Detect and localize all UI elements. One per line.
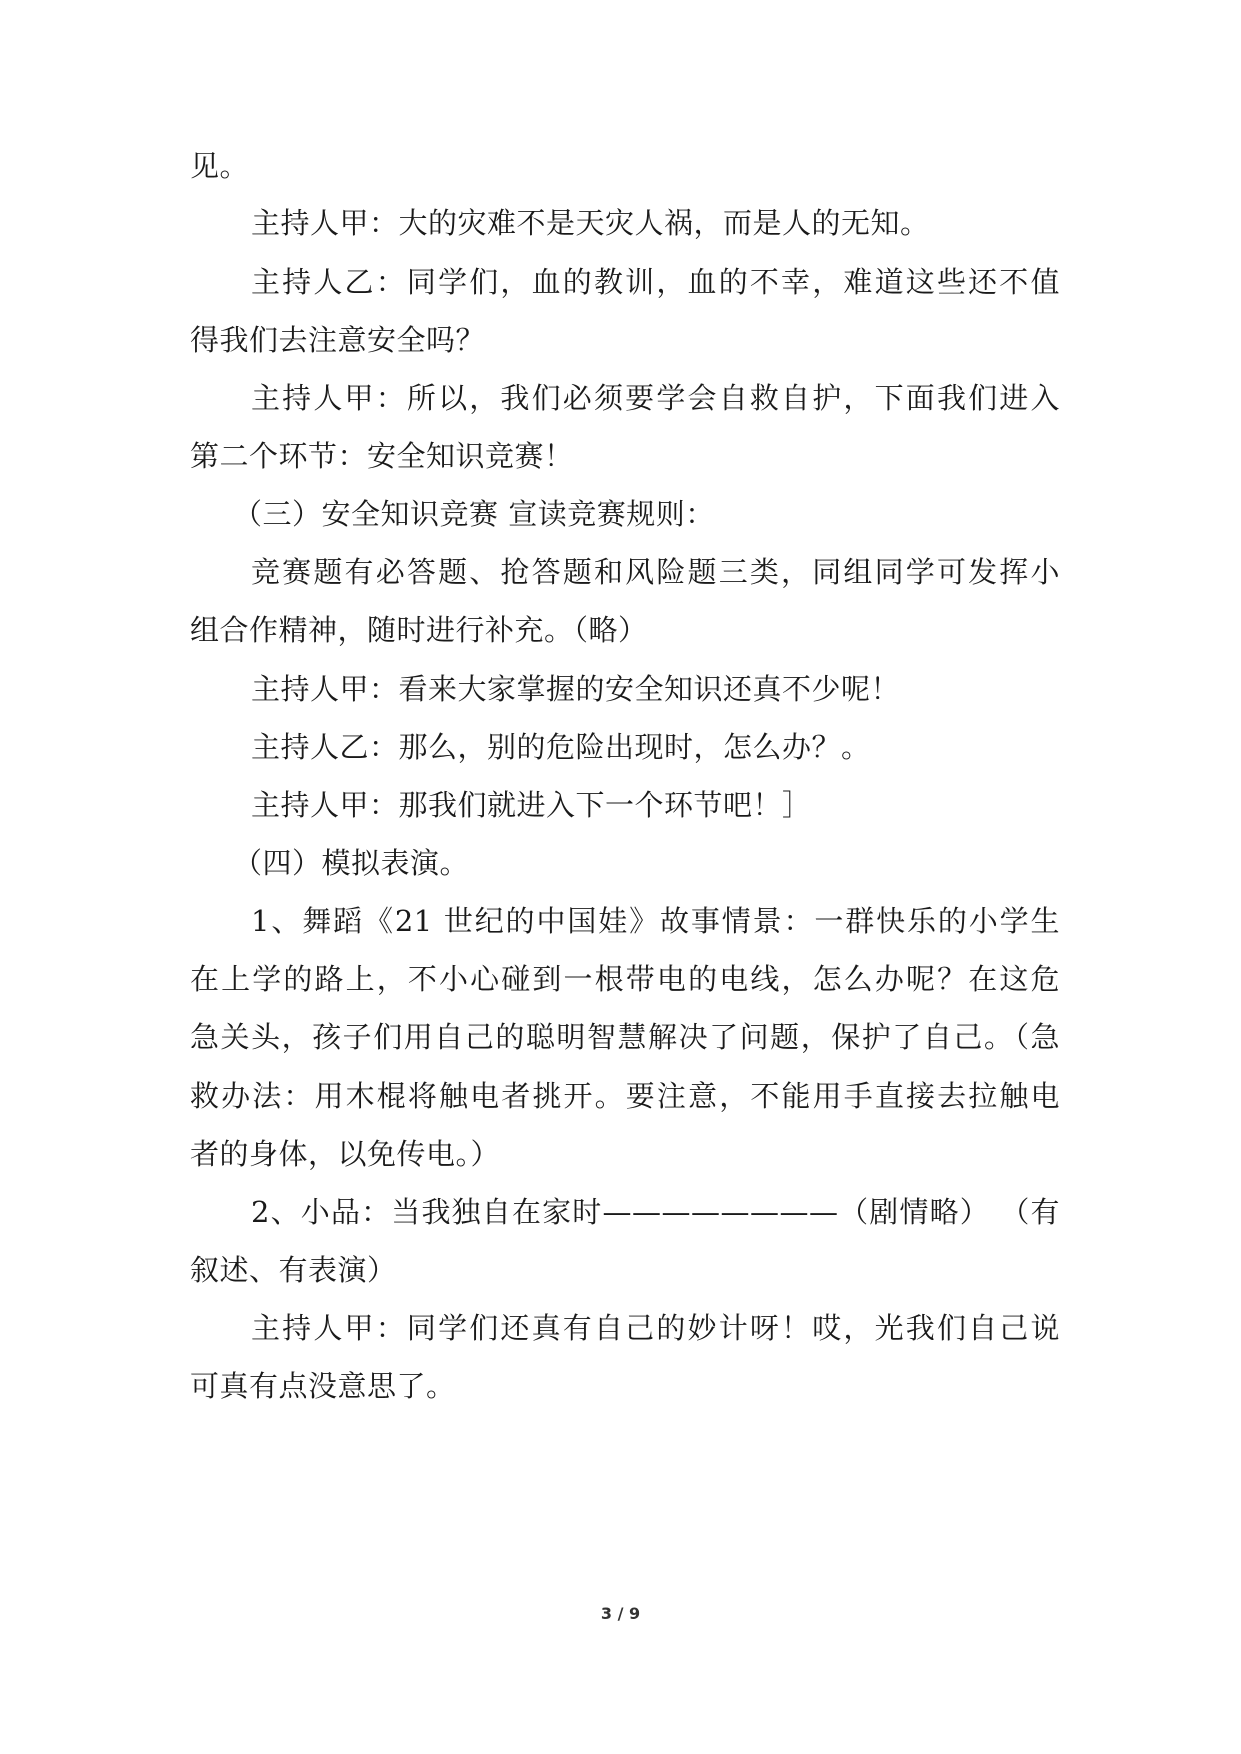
text-line: 主持人甲：所以，我们必须要学会自救自护，下面我们进入 bbox=[251, 381, 1060, 415]
text-line: 主持人甲：看来大家掌握的安全知识还真不少呢！ bbox=[251, 672, 901, 706]
text-line: 得我们去注意安全吗？ bbox=[190, 323, 486, 357]
text-line: 2、小品：当我独自在家时————————（剧情略） （有 bbox=[251, 1195, 1060, 1229]
text-line: 竞赛题有必答题、抢答题和风险题三类，同组同学可发挥小 bbox=[251, 555, 1060, 589]
text-line: 见。 bbox=[190, 149, 250, 183]
text-line: 主持人甲：大的灾难不是天灾人祸，而是人的无知。 bbox=[251, 206, 930, 240]
text-line: 1、舞蹈《21 世纪的中国娃》故事情景：一群快乐的小学生 bbox=[251, 904, 1060, 938]
text-line: 在上学的路上，不小心碰到一根带电的电线，怎么办呢？在这危 bbox=[190, 962, 1060, 996]
text-line: 者的身体，以免传电。） bbox=[190, 1137, 501, 1171]
page-number: 3 / 9 bbox=[600, 1604, 641, 1623]
section-heading: （三）安全知识竞赛 宣读竞赛规则： bbox=[233, 497, 715, 531]
text-line: 叙述、有表演） bbox=[190, 1253, 397, 1287]
text-line: 主持人甲：那我们就进入下一个环节吧！］ bbox=[251, 788, 812, 822]
text-line: 第二个环节：安全知识竞赛！ bbox=[190, 439, 574, 473]
text-line: 主持人乙：那么，别的危险出现时，怎么办？。 bbox=[251, 730, 871, 764]
section-heading: （四）模拟表演。 bbox=[233, 846, 470, 880]
text-line: 主持人甲：同学们还真有自己的妙计呀！哎，光我们自己说 bbox=[251, 1311, 1060, 1345]
text-line: 可真有点没意思了。 bbox=[190, 1369, 456, 1403]
text-line: 救办法：用木棍将触电者挑开。要注意，不能用手直接去拉触电 bbox=[190, 1079, 1060, 1113]
text-line: 急关头，孩子们用自己的聪明智慧解决了问题，保护了自己。（急 bbox=[190, 1020, 1060, 1054]
text-line: 组合作精神，随时进行补充。（略） bbox=[190, 613, 648, 647]
text-line: 主持人乙：同学们，血的教训，血的不幸，难道这些还不值 bbox=[251, 265, 1060, 299]
